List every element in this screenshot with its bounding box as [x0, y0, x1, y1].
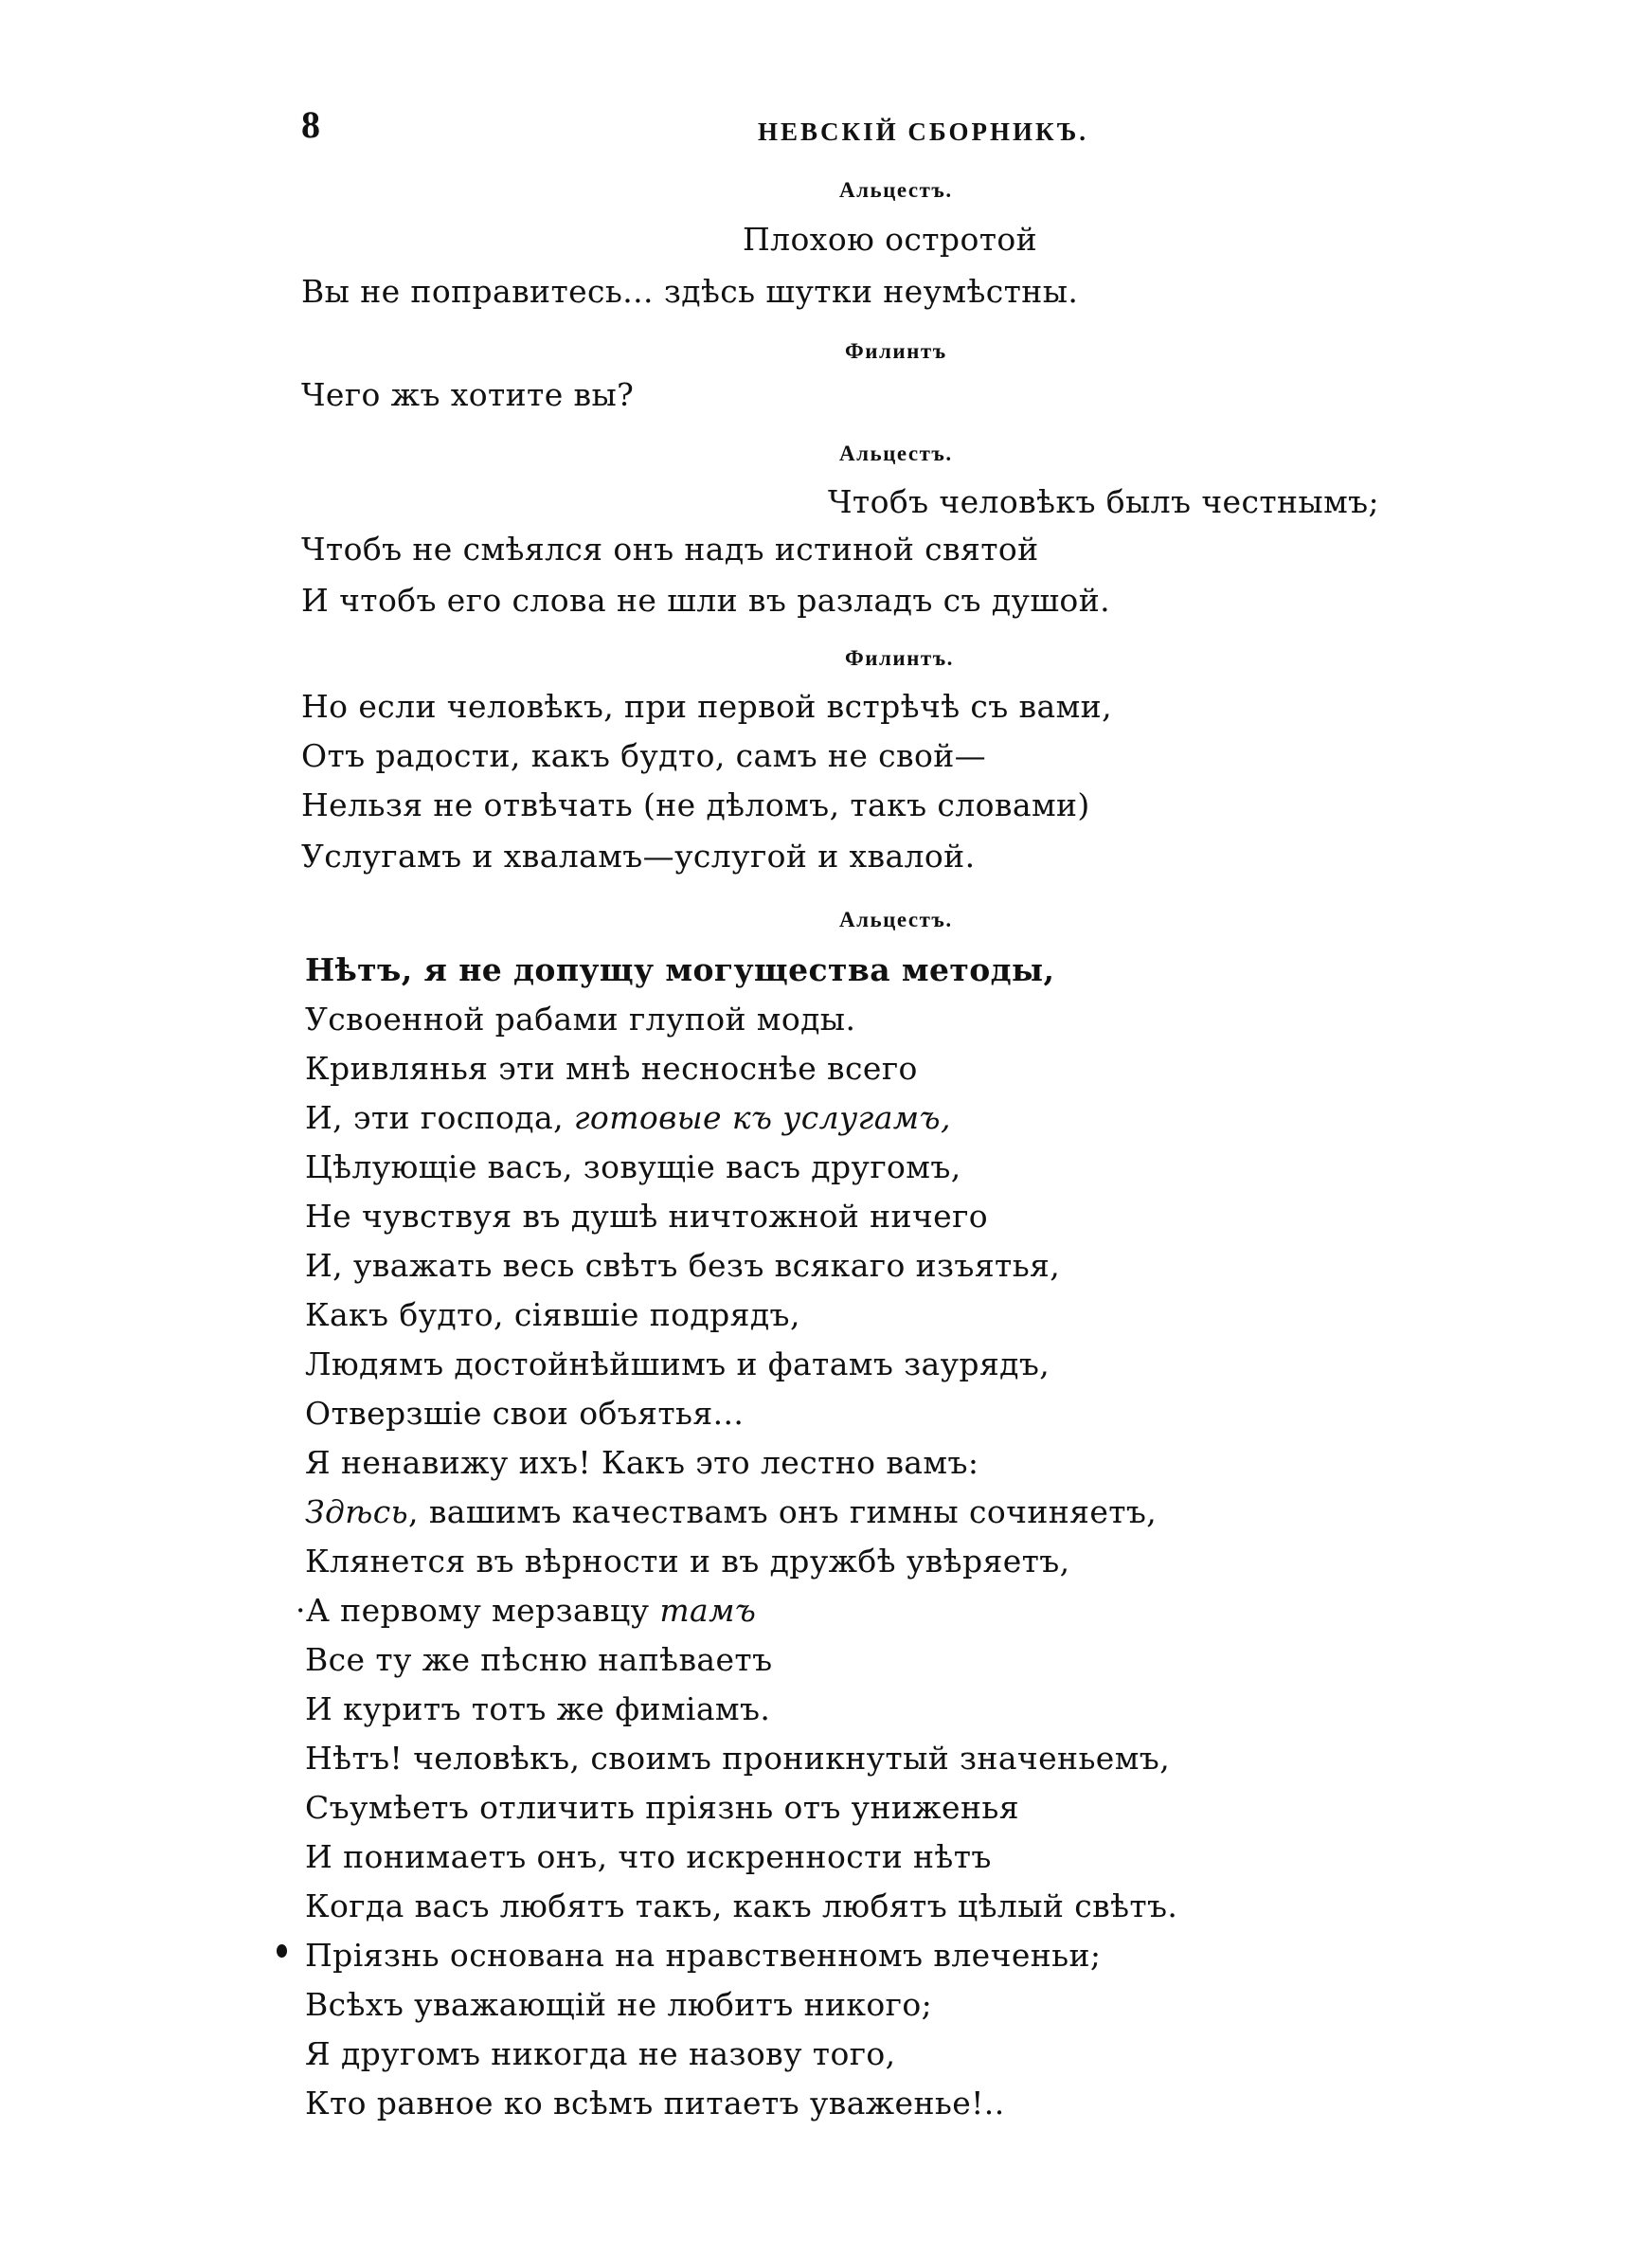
verse-line: Плохою остротой	[743, 221, 1038, 258]
verse-line: Чего жъ хотите вы?	[301, 376, 635, 413]
verse-line: Отверзшіе свои объятья...	[305, 1395, 745, 1432]
verse-line: Усвоенной рабами глупой моды.	[305, 1001, 856, 1038]
verse-line: Все ту же пѣсню напѣваетъ	[305, 1641, 773, 1678]
speaker-heading: Филинтъ.	[845, 646, 954, 670]
verse-line: И куритъ тотъ же фиміамъ.	[305, 1690, 771, 1727]
verse-line: Услугамъ и хваламъ—услугой и хвалой.	[301, 838, 976, 875]
verse-line: Нѣтъ! человѣкъ, своимъ проникнутый значеньемъ,	[305, 1740, 1171, 1777]
page-number: 8	[301, 103, 320, 146]
speaker-heading: Альцестъ.	[839, 178, 953, 202]
verse-line: Пріязнь основана на нравственномъ влеченьи;	[305, 1937, 1102, 1974]
verse-line	[296, 1592, 756, 1629]
speaker-heading: Филинтъ	[845, 339, 947, 363]
verse-line: Но если человѣкъ, при первой встрѣчѣ съ вами,	[301, 688, 1112, 725]
verse-line: Кривлянья эти мнѣ несноснѣе всего	[305, 1050, 918, 1087]
verse-line	[305, 1493, 1157, 1530]
italic-phrase: тамъ	[659, 1592, 757, 1629]
verse-line: Людямъ достойнѣйшимъ и фатамъ заурядъ,	[305, 1345, 1050, 1382]
verse-line: Нѣтъ, я не допущу могущества методы,	[305, 951, 1055, 988]
verse-line: Какъ будто, сіявшіе подрядъ,	[305, 1296, 800, 1333]
verse-line: Когда васъ любятъ такъ, какъ любятъ цѣлый свѣтъ.	[305, 1887, 1178, 1924]
verse-line: Я ненавижу ихъ! Какъ это лестно вамъ:	[305, 1444, 979, 1481]
page-header	[301, 102, 1400, 159]
verse-line: Цѣлующіе васъ, зовущіе васъ другомъ,	[305, 1148, 961, 1185]
verse-line: И чтобъ его слова не шли въ разладъ съ душой.	[301, 582, 1110, 619]
verse-text: И, эти господа,	[305, 1099, 574, 1136]
verse-line: Вы не поправитесь... здѣсь шутки неумѣстны.	[301, 273, 1079, 310]
verse-line: Не чувствуя въ душѣ ничтожной ничего	[305, 1198, 989, 1235]
margin-ink-dot	[277, 1944, 287, 1958]
italic-phrase: готовые къ услугамъ,	[573, 1099, 951, 1136]
verse-line: И, уважать весь свѣтъ безъ всякаго изъятья,	[305, 1247, 1061, 1284]
verse-text: , вашимъ качествамъ онъ гимны сочиняетъ,	[408, 1493, 1158, 1530]
speaker-heading: Альцестъ.	[839, 442, 953, 465]
verse-line: Чтобъ не смѣялся онъ надъ истиной святой	[301, 531, 1039, 568]
verse-line: Отъ радости, какъ будто, самъ не свой—	[301, 737, 987, 774]
verse-line: Клянется въ вѣрности и въ дружбѣ увѣряетъ,	[305, 1543, 1070, 1580]
verse-text: ·А первому мерзавцу	[296, 1592, 660, 1629]
verse-line: Чтобъ человѣкъ былъ честнымъ;	[828, 483, 1380, 520]
verse-line: И понимаетъ онъ, что искренности нѣтъ	[305, 1838, 992, 1875]
verse-line: Съумѣетъ отличить пріязнь отъ униженья	[305, 1789, 1019, 1826]
verse-line: Кто равное ко всѣмъ питаетъ уваженье!..	[305, 2085, 1005, 2122]
verse-line	[305, 1099, 951, 1136]
italic-phrase: Здѣсь	[305, 1493, 409, 1530]
speaker-heading: Альцестъ.	[839, 908, 953, 931]
running-head: НЕВСКІЙ СБОРНИКЪ.	[758, 117, 1089, 146]
verse-line: Всѣхъ уважающій не любитъ никого;	[305, 1986, 933, 2023]
verse-line: Я другомъ никогда не назову того,	[305, 2035, 896, 2072]
verse-line: Нельзя не отвѣчать (не дѣломъ, такъ словами)	[301, 786, 1090, 823]
